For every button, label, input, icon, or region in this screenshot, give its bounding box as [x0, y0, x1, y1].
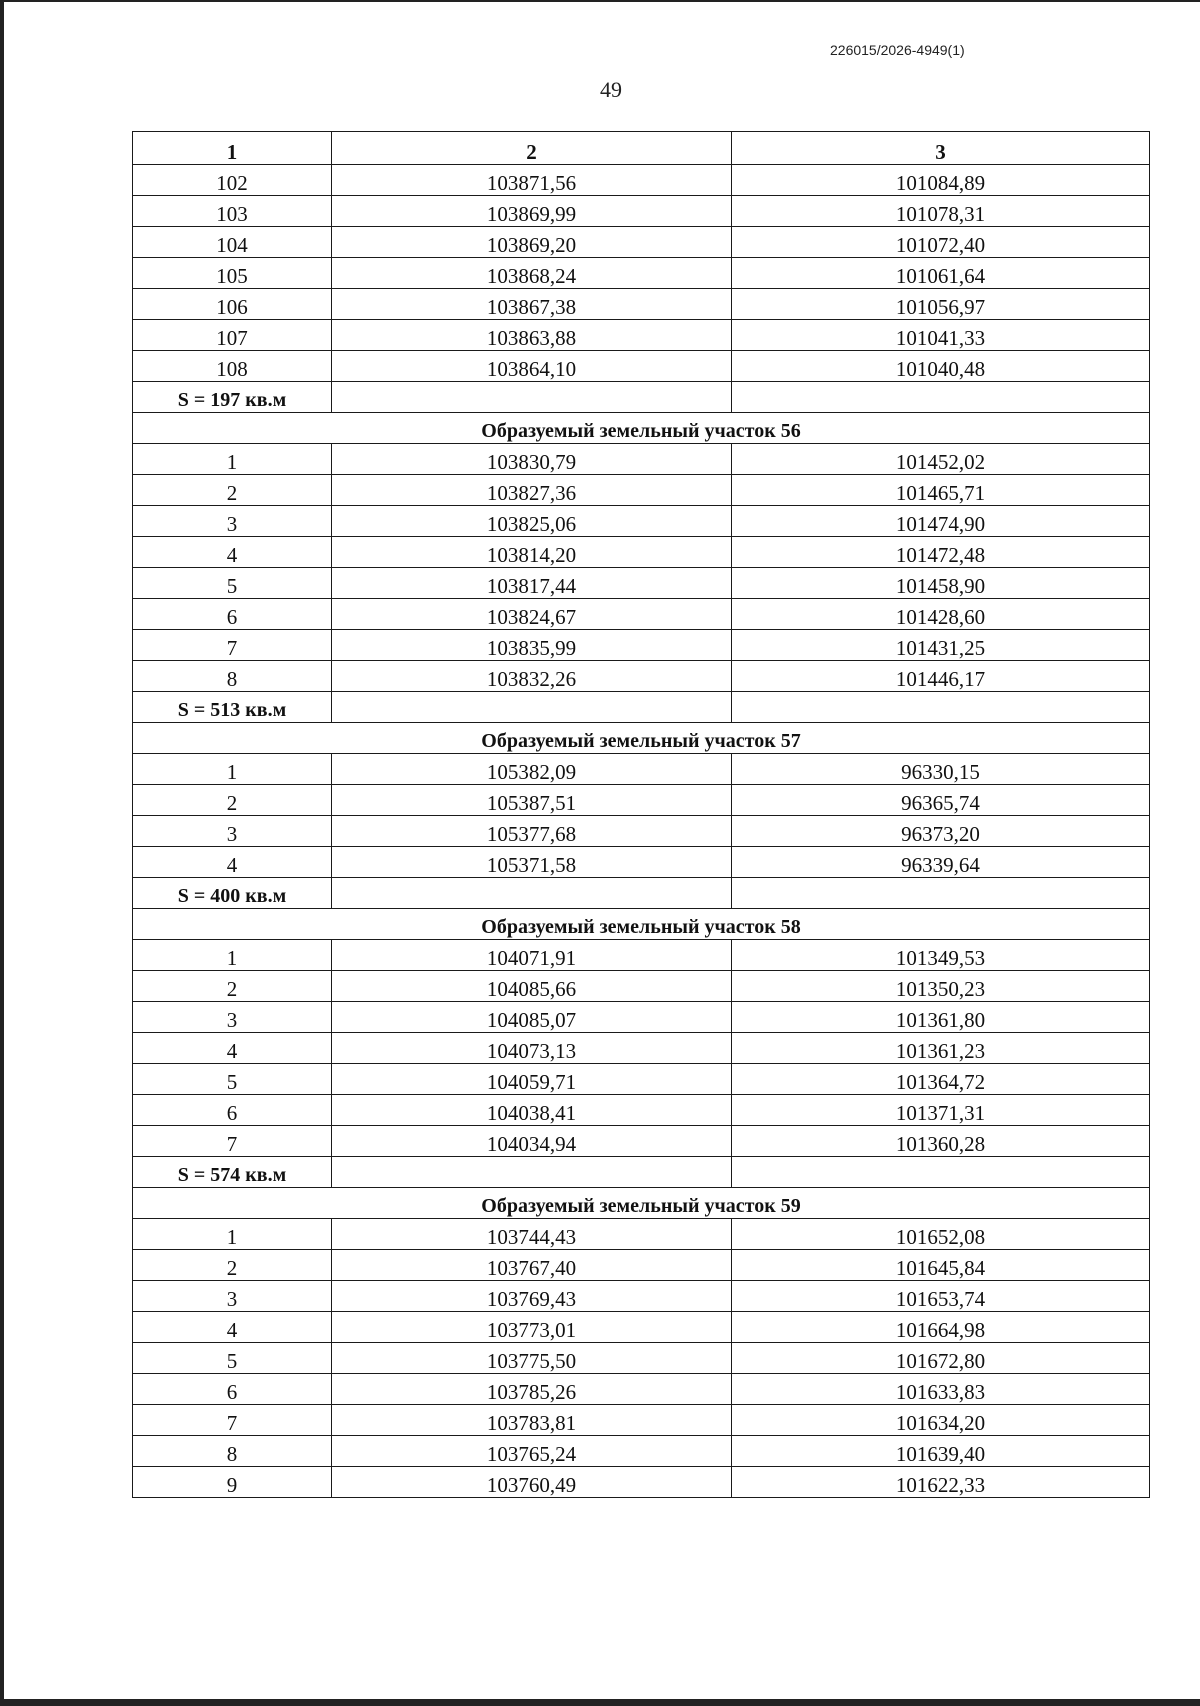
x-coordinate: 103817,44: [332, 568, 732, 599]
point-number: 2: [133, 971, 332, 1002]
y-coordinate: 96339,64: [732, 847, 1150, 878]
x-coordinate: 103765,24: [332, 1436, 732, 1467]
y-coordinate: 101634,20: [732, 1405, 1150, 1436]
x-coordinate: 104059,71: [332, 1064, 732, 1095]
point-number: 7: [133, 1126, 332, 1157]
y-coordinate: 101361,23: [732, 1033, 1150, 1064]
y-coordinate: 96365,74: [732, 785, 1150, 816]
y-coordinate: 101622,33: [732, 1467, 1150, 1498]
y-coordinate: 101431,25: [732, 630, 1150, 661]
y-coordinate: 101084,89: [732, 165, 1150, 196]
section-title-row: [133, 1188, 1150, 1219]
table-row: [133, 1219, 1150, 1250]
table-row: [133, 351, 1150, 382]
x-coordinate: 105377,68: [332, 816, 732, 847]
table-row: [133, 1374, 1150, 1405]
section-title-row: [133, 413, 1150, 444]
y-coordinate: 101664,98: [732, 1312, 1150, 1343]
table-row: [133, 661, 1150, 692]
coordinates-table: [132, 131, 1150, 1498]
y-coordinate: 101645,84: [732, 1250, 1150, 1281]
x-coordinate: 105387,51: [332, 785, 732, 816]
y-coordinate: 101350,23: [732, 971, 1150, 1002]
y-coordinate: 101349,53: [732, 940, 1150, 971]
area-row: [133, 692, 1150, 723]
table-row: [133, 1064, 1150, 1095]
y-coordinate: 101078,31: [732, 196, 1150, 227]
point-number: 8: [133, 1436, 332, 1467]
area-label: S = 197 кв.м: [133, 382, 332, 413]
x-coordinate: 104034,94: [332, 1126, 732, 1157]
point-number: 3: [133, 1002, 332, 1033]
page-number: 49: [600, 77, 622, 102]
y-coordinate: 101653,74: [732, 1281, 1150, 1312]
y-coordinate: 101428,60: [732, 599, 1150, 630]
point-number: 1: [133, 940, 332, 971]
point-number: 108: [133, 351, 332, 382]
y-coordinate: 101458,90: [732, 568, 1150, 599]
point-number: 105: [133, 258, 332, 289]
x-coordinate: 103871,56: [332, 165, 732, 196]
table-row: [133, 785, 1150, 816]
area-row: [133, 1157, 1150, 1188]
point-number: 6: [133, 1095, 332, 1126]
table-row: [133, 816, 1150, 847]
column-header-point: 1: [133, 132, 332, 165]
point-number: 2: [133, 475, 332, 506]
point-number: 9: [133, 1467, 332, 1498]
y-coordinate: 101672,80: [732, 1343, 1150, 1374]
point-number: 3: [133, 506, 332, 537]
table-header-row: [133, 132, 1150, 165]
table-row: [133, 1436, 1150, 1467]
area-empty-cell: [332, 382, 732, 413]
x-coordinate: 103744,43: [332, 1219, 732, 1250]
document-registration-number: 226015/2026-4949(1): [830, 42, 965, 58]
table-row: [133, 1126, 1150, 1157]
table-row: [133, 568, 1150, 599]
x-coordinate: 103869,20: [332, 227, 732, 258]
x-coordinate: 104085,66: [332, 971, 732, 1002]
x-coordinate: 104085,07: [332, 1002, 732, 1033]
x-coordinate: 103783,81: [332, 1405, 732, 1436]
x-coordinate: 103868,24: [332, 258, 732, 289]
y-coordinate: 101474,90: [732, 506, 1150, 537]
point-number: 7: [133, 630, 332, 661]
area-empty-cell: [332, 878, 732, 909]
point-number: 2: [133, 785, 332, 816]
section-title: Образуемый земельный участок 57: [133, 723, 1150, 754]
y-coordinate: 101446,17: [732, 661, 1150, 692]
y-coordinate: 101361,80: [732, 1002, 1150, 1033]
table-row: [133, 754, 1150, 785]
area-empty-cell: [332, 1157, 732, 1188]
table-row: [133, 506, 1150, 537]
point-number: 8: [133, 661, 332, 692]
table-row: [133, 444, 1150, 475]
point-number: 4: [133, 537, 332, 568]
y-coordinate: 101639,40: [732, 1436, 1150, 1467]
area-empty-cell: [732, 878, 1150, 909]
x-coordinate: 103767,40: [332, 1250, 732, 1281]
section-title-row: [133, 909, 1150, 940]
coordinates-table-body: [133, 132, 1150, 1498]
table-row: [133, 1281, 1150, 1312]
table-row: [133, 1002, 1150, 1033]
point-number: 3: [133, 1281, 332, 1312]
y-coordinate: 96373,20: [732, 816, 1150, 847]
table-row: [133, 971, 1150, 1002]
area-empty-cell: [332, 692, 732, 723]
point-number: 104: [133, 227, 332, 258]
point-number: 5: [133, 1064, 332, 1095]
table-row: [133, 227, 1150, 258]
scan-border-bottom: [0, 1699, 1200, 1706]
section-title-row: [133, 723, 1150, 754]
table-row: [133, 289, 1150, 320]
y-coordinate: 101061,64: [732, 258, 1150, 289]
x-coordinate: 105382,09: [332, 754, 732, 785]
area-label: S = 574 кв.м: [133, 1157, 332, 1188]
column-header-x: 2: [332, 132, 732, 165]
y-coordinate: 96330,15: [732, 754, 1150, 785]
y-coordinate: 101452,02: [732, 444, 1150, 475]
x-coordinate: 103869,99: [332, 196, 732, 227]
y-coordinate: 101364,72: [732, 1064, 1150, 1095]
table-row: [133, 1250, 1150, 1281]
x-coordinate: 103827,36: [332, 475, 732, 506]
point-number: 7: [133, 1405, 332, 1436]
y-coordinate: 101652,08: [732, 1219, 1150, 1250]
area-label: S = 513 кв.м: [133, 692, 332, 723]
x-coordinate: 103867,38: [332, 289, 732, 320]
table-row: [133, 1467, 1150, 1498]
y-coordinate: 101465,71: [732, 475, 1150, 506]
point-number: 106: [133, 289, 332, 320]
y-coordinate: 101633,83: [732, 1374, 1150, 1405]
point-number: 103: [133, 196, 332, 227]
area-label: S = 400 кв.м: [133, 878, 332, 909]
x-coordinate: 105371,58: [332, 847, 732, 878]
point-number: 1: [133, 754, 332, 785]
x-coordinate: 103835,99: [332, 630, 732, 661]
x-coordinate: 103769,43: [332, 1281, 732, 1312]
table-row: [133, 1405, 1150, 1436]
table-row: [133, 258, 1150, 289]
point-number: 4: [133, 847, 332, 878]
x-coordinate: 103832,26: [332, 661, 732, 692]
x-coordinate: 103785,26: [332, 1374, 732, 1405]
point-number: 107: [133, 320, 332, 351]
table-row: [133, 630, 1150, 661]
x-coordinate: 103864,10: [332, 351, 732, 382]
x-coordinate: 103814,20: [332, 537, 732, 568]
area-empty-cell: [732, 382, 1150, 413]
table-row: [133, 599, 1150, 630]
table-row: [133, 196, 1150, 227]
section-title: Образуемый земельный участок 56: [133, 413, 1150, 444]
table-row: [133, 940, 1150, 971]
x-coordinate: 103824,67: [332, 599, 732, 630]
point-number: 2: [133, 1250, 332, 1281]
x-coordinate: 103825,06: [332, 506, 732, 537]
scan-border-left: [0, 0, 4, 1706]
x-coordinate: 103830,79: [332, 444, 732, 475]
y-coordinate: 101371,31: [732, 1095, 1150, 1126]
table-row: [133, 475, 1150, 506]
x-coordinate: 103760,49: [332, 1467, 732, 1498]
point-number: 102: [133, 165, 332, 196]
x-coordinate: 103863,88: [332, 320, 732, 351]
table-row: [133, 165, 1150, 196]
table-row: [133, 1343, 1150, 1374]
table-row: [133, 1033, 1150, 1064]
y-coordinate: 101072,40: [732, 227, 1150, 258]
point-number: 1: [133, 1219, 332, 1250]
scan-border-top: [0, 0, 1200, 2]
area-empty-cell: [732, 692, 1150, 723]
point-number: 5: [133, 568, 332, 599]
point-number: 6: [133, 1374, 332, 1405]
x-coordinate: 104073,13: [332, 1033, 732, 1064]
area-row: [133, 382, 1150, 413]
area-row: [133, 878, 1150, 909]
x-coordinate: 103773,01: [332, 1312, 732, 1343]
y-coordinate: 101472,48: [732, 537, 1150, 568]
y-coordinate: 101360,28: [732, 1126, 1150, 1157]
table-row: [133, 1095, 1150, 1126]
y-coordinate: 101040,48: [732, 351, 1150, 382]
x-coordinate: 103775,50: [332, 1343, 732, 1374]
table-row: [133, 1312, 1150, 1343]
point-number: 1: [133, 444, 332, 475]
point-number: 5: [133, 1343, 332, 1374]
x-coordinate: 104038,41: [332, 1095, 732, 1126]
point-number: 4: [133, 1312, 332, 1343]
table-row: [133, 847, 1150, 878]
point-number: 6: [133, 599, 332, 630]
area-empty-cell: [732, 1157, 1150, 1188]
y-coordinate: 101056,97: [732, 289, 1150, 320]
section-title: Образуемый земельный участок 58: [133, 909, 1150, 940]
table-row: [133, 537, 1150, 568]
table-row: [133, 320, 1150, 351]
y-coordinate: 101041,33: [732, 320, 1150, 351]
column-header-y: 3: [732, 132, 1150, 165]
point-number: 4: [133, 1033, 332, 1064]
section-title: Образуемый земельный участок 59: [133, 1188, 1150, 1219]
point-number: 3: [133, 816, 332, 847]
x-coordinate: 104071,91: [332, 940, 732, 971]
